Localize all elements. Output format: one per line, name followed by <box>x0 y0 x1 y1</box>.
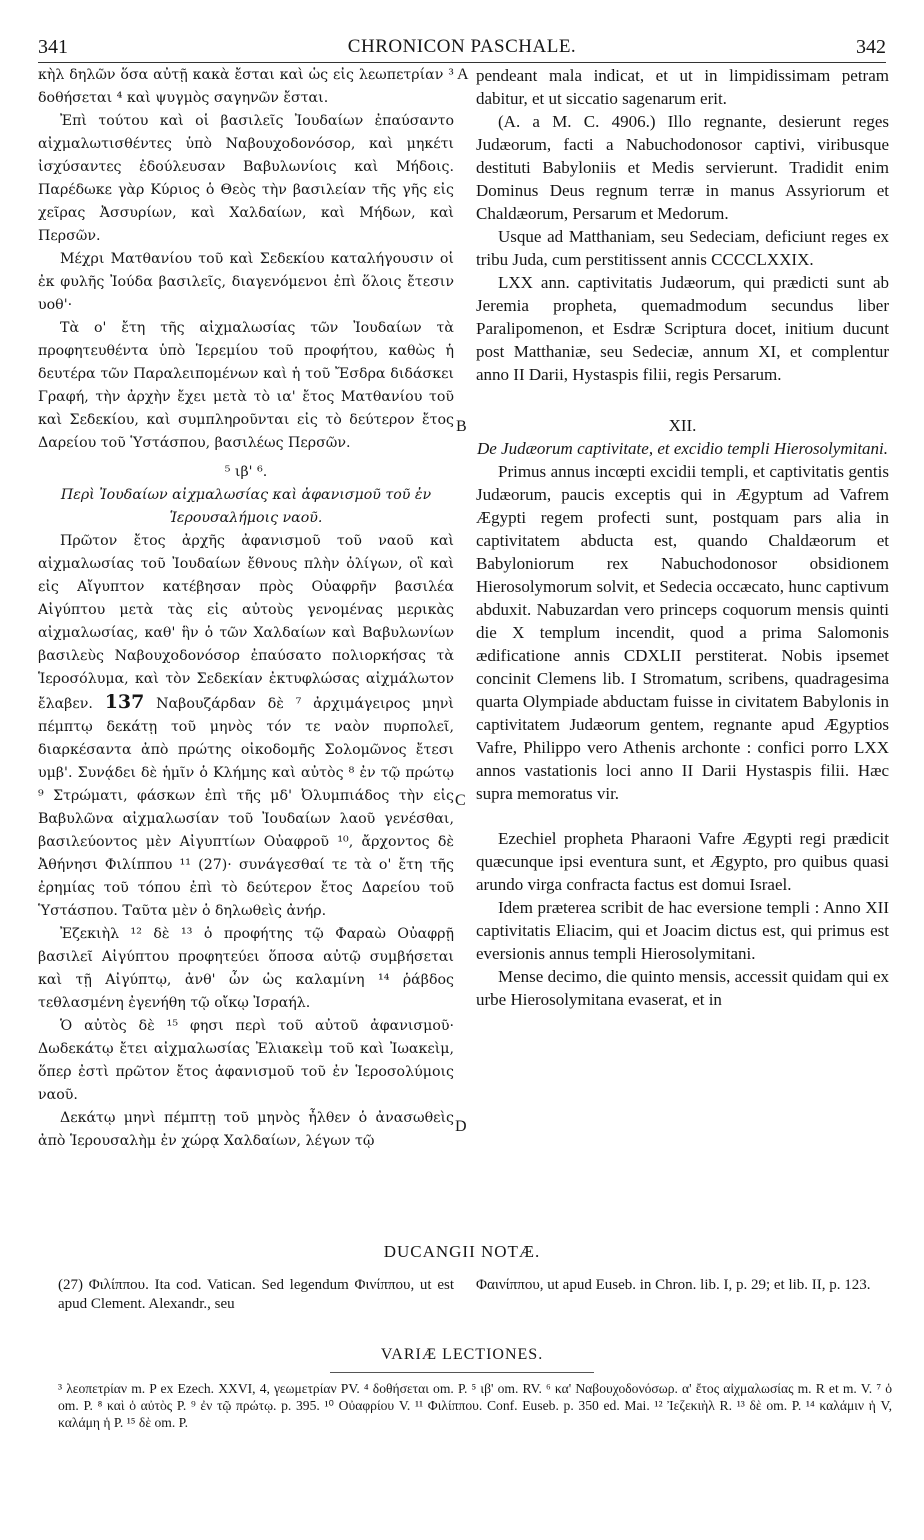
greek-text: Ναβουζάρδαν δὲ ⁷ ἀρχιμάγειρος μηνὶ πέμπτῳ δεκάτῃ τοῦ μηνὸς τόν τε ναὸν πυρπολεῖ, διαρκέσαντα ἀπὸ πρώτης οἰκοδομῆς Σολομῶνος ἔτεσι υμβ'. Συνᾴδει δὲ ἡμῖν ὁ Κλήμης καὶ αὐτὸς ⁸ ἐν τῷ πρώτῳ ⁹ Στρώματι, φάσκων ἐπὶ τῆς μδ' Ὀλυμπιάδος τὴν εἰς Βαβυλῶνα αἰχμαλωσίαν τοῦ Ἰουδαίων λαοῦ γενέσθαι, βασιλεύοντος μὲν Αἰγυπτίων Οὐαφροῦ ¹⁰, ἄρχοντος δὲ Ἀθήνησι Φιλίππου ¹¹ (27)· συνάγεσθαί τε τὰ ο' ἔτη τῆς ἐρημίας τοῦ τόπου ἐπὶ τὸ δεύτερον ἔτος Δαρείου τοῦ Ὑστάσπου. Ταῦτα μὲν ὁ δηλωθεὶς ἀνήρ. <box>38 696 454 919</box>
margin-marker-d: D <box>455 1118 467 1135</box>
greek-chapter-title: Περὶ Ἰουδαίων αἰχμαλωσίας καὶ ἀφανισμοῦ τοῦ ἐν Ἱερουσαλήμοις ναοῦ. <box>60 487 432 526</box>
greek-paragraph: κὴλ δηλῶν ὅσα αὐτῇ κακὰ ἔσται καὶ ὡς εἰς λεωπετρίαν ³ δοθήσεται ⁴ καὶ ψυγμὸς σαγηνῶν ἔσται. <box>38 67 454 106</box>
latin-paragraph: Mense decimo, die quinto mensis, accessit quidam qui ex urbe Hierosolymitana evaserat, et in <box>476 967 889 1009</box>
right-page-number: 342 <box>856 36 886 58</box>
column-number: 137 <box>104 691 145 713</box>
latin-column <box>476 64 889 1011</box>
latin-paragraph: Idem præterea scribit de hac eversione templi : Anno XII captivitatis Eliacim, qui et Joacim dictus est, qui primus est eversionis annus templi Hierosolymitani. <box>476 898 889 963</box>
running-title: CHRONICON PASCHALE. <box>347 36 577 57</box>
running-header <box>38 36 886 62</box>
greek-paragraph: Δεκάτῳ μηνὶ πέμπτῃ τοῦ μηνὸς ἦλθεν ὁ ἀνασωθεὶς ἀπὸ Ἱερουσαλὴμ ἐν χώρᾳ Χαλδαίων, λέγων τῷ <box>38 1110 454 1149</box>
greek-paragraph: Ὁ αὐτὸς δὲ ¹⁵ φησι περὶ τοῦ αὐτοῦ ἀφανισμοῦ· Δωδεκάτῳ ἔτει αἰχμαλωσίας Ἐλιακεὶμ τοῦ καὶ Ἰωακεὶμ, ὅπερ ἐστὶ πρῶτον ἔτος ἀφανισμοῦ τοῦ ἐν Ἱεροσολύμοις ναοῦ. <box>38 1018 454 1103</box>
header-rule <box>38 62 886 63</box>
note-right: Φαινίππου, ut apud Euseb. in Chron. lib. I, p. 29; et lib. II, p. 123. <box>476 1277 871 1293</box>
latin-paragraph: Usque ad Matthaniam, seu Sedeciam, deficiunt reges ex tribu Juda, cum perstitissent annis CCCCLXXIX. <box>476 227 889 269</box>
latin-text: ann. captivitatis Judæorum, qui prædicti sunt ab Jeremia propheta, quemadmodum secundus liber Paralipomenon, et Esdræ Scriptura docet, initium ducunt post Matthaniæ, seu Sedeciæ, annum XI, et complentur anno II Darii, Hystaspis filii, regis Persarum. <box>476 273 889 384</box>
greek-paragraph: Τὰ ο' ἔτη τῆς αἰχμαλωσίας τῶν Ἰουδαίων τὰ προφητευθέντα ὑπὸ Ἱερεμίου τοῦ προφήτου, καθὼς ἡ δευτέρα τῶν Παραλειπομένων καὶ ἡ τοῦ Ἔσδρα διδάσκει Γραφή, τὴν ἀρχὴν ἔχει μετὰ τὸ ια' ἔτος Ματθανίου τοῦ καὶ Σεδεκίου, καὶ συμπληροῦνται εἰς τὸ δεύτερον ἔτος Δαρείου τοῦ Ὑστάσπου, βασιλέως Περσῶν. <box>38 320 454 451</box>
greek-paragraph: Ἐπὶ τούτου καὶ οἱ βασιλεῖς Ἰουδαίων ἐπαύσαντο αἰχμαλωτισθέντες ὑπὸ Ναβουχοδονόσορ, καὶ μηκέτι ἰσχύσαντες ἐδούλευσαν Βαβυλωνίοις καὶ Μήδοις. Παρέδωκε γὰρ Κύριος ὁ Θεὸς τὴν βασιλείαν τῆς γῆς εἰς χεῖρας Ἀσσυρίων, καὶ Χαλδαίων, καὶ Μήδων, καὶ Περσῶν. <box>38 113 454 244</box>
latin-paragraph: (A. a M. C. 4906.) Illo regnante, desierunt reges Judæorum, facti a Nabuchodonosor captivi, viribusque destituti Babyloniis et Medis servierunt. Tradidit enim Dominus Deus regnum terræ in manus Assyriorum et Chaldæorum, Persarum et Medorum. <box>476 112 889 223</box>
margin-marker-a: A <box>457 66 469 83</box>
variants-heading: VARIÆ LECTIONES. <box>380 1346 544 1363</box>
note-left: (27) Φιλίππου. Ita cod. Vatican. Sed legendum Φινίππου, ut est apud Clement. Alexandr., seu <box>58 1277 454 1312</box>
margin-marker-c: C <box>455 792 466 809</box>
variants-rule <box>330 1372 594 1373</box>
greek-chapter-number: ⁵ ιβ' ⁶. <box>224 464 268 480</box>
latin-paragraph: pendeant mala indicat, et ut in limpidissimam petram dabitur, et ut siccatio sagenarum erit. <box>476 66 889 108</box>
greek-paragraph <box>38 530 454 923</box>
latin-numeral: LXX <box>498 273 533 292</box>
greek-text: Πρῶτον ἔτος ἀρχῆς ἀφανισμοῦ τοῦ ναοῦ καὶ αἰχμαλωσίας τοῦ Ἰουδαίων ἔθνους πλὴν ὀλίγων, οἳ καὶ εἰς Αἴγυπτον κατέβησαν πρὸς Οὐαφρῆν βασιλέα Αἰγύπτου μετὰ τὰς εἰς αὐτοὺς γενομένας μερικὰς αἰχμαλωσίας, καθ' ἣν ὁ τῶν Χαλδαίων καὶ Βαβυλωνίων βασιλεὺς Ναβουχοδονόσορ ἐπαύσατο πολιορκήσας τὰ Ἱεροσόλυμα, καὶ τὸν Σεδεκίαν ἐκτυφλώσας αἰχμάλωτον ἔλαβεν. <box>38 533 454 712</box>
margin-marker-b: B <box>456 418 467 435</box>
left-page-number: 341 <box>38 36 68 58</box>
variant-readings: ³ λεοπετρίαν m. P ex Ezech. XXVI, 4, γεωμετρίαν PV. ⁴ δοθήσεται om. P. ⁵ ιβ' om. RV. ⁶ κα' Ναβουχοδονόσωρ. α' ἔτος αἰχμαλωσίας m. R et m. V. ⁷ ὁ om. P. ⁸ καὶ ὁ αὐτὸς P. ⁹ ἐν τῷ πρώτῳ. p. 395. ¹⁰ Οὐαφρίου V. ¹¹ Φιλίππου. Conf. Euseb. p. 350 ed. Mai. ¹² Ἰεζεκιὴλ R. ¹³ δὲ om. P. ¹⁴ καλάμιν ἡ V, καλάμη ἡ P. ¹⁵ δὲ om. P. <box>58 1381 892 1430</box>
greek-paragraph: Μέχρι Ματθανίου τοῦ καὶ Σεδεκίου καταλήγουσιν οἱ ἐκ φυλῆς Ἰούδα βασιλεῖς, διαγενόμενοι ἐπὶ ὅλοις ἔτεσιν υοθ'· <box>38 251 454 313</box>
greek-paragraph: Ἐζεκιὴλ ¹² δὲ ¹³ ὁ προφήτης τῷ Φαραὼ Οὐαφρῇ βασιλεῖ Αἰγύπτου προφητεύει ὅποσα αὐτῷ συμβήσεται καὶ τῇ Αἰγύπτῳ, ἀνθ' ὧν ὡς καλαμίνη ¹⁴ ῥάβδος τεθλασμένη ἐγενήθη τῷ οἴκῳ Ἰσραήλ. <box>38 926 454 1011</box>
greek-column <box>38 64 454 1153</box>
latin-paragraph <box>476 271 889 386</box>
latin-chapter-number: XII. <box>668 416 697 435</box>
notes-heading: DUCANGII NOTÆ. <box>383 1242 541 1261</box>
latin-paragraph: Ezechiel propheta Pharaoni Vafre Ægypti regi prædicit quæcunque ipsi eventura sunt, et Ægypto, pro quibus quasi arundo virga confracta factus est domui Israel. <box>476 829 889 894</box>
latin-paragraph: Primus annus incœpti excidii templi, et captivitatis gentis Judæorum, paucis exceptis qui in Ægyptum ad Vafrem Ægypti regem profecti sunt, postquam pars alia in captivitatem abducta est, quando Chaldæorum et Babyloniorum rex Nabuchodonosor obsidionem Hierosolymorum solvit, et Sedecia occæcato, hunc captivum abduxit. Nabuzardan vero princeps coquorum mensis quinti die X templum incendit, quod a prima Salomonis ædificatione annis CDXLII perstiterat. Nobis ipsemet concinit Clemens lib. I Stromatum, scribens, quadragesima quarta Olympiade abductam fuisse in civitatem Babylonis in captivitatem Judæorum gentem, regnante apud Ægyptios Vafre, Philippo vero Athenis archonte : confici porro LXX annos vastationis loci anno II Darii Hystaspis filii. Hæc supra memoratus vir. <box>476 462 889 803</box>
latin-chapter-title: De Judæorum captivitate, et excidio templi Hierosolymitani. <box>476 439 889 458</box>
